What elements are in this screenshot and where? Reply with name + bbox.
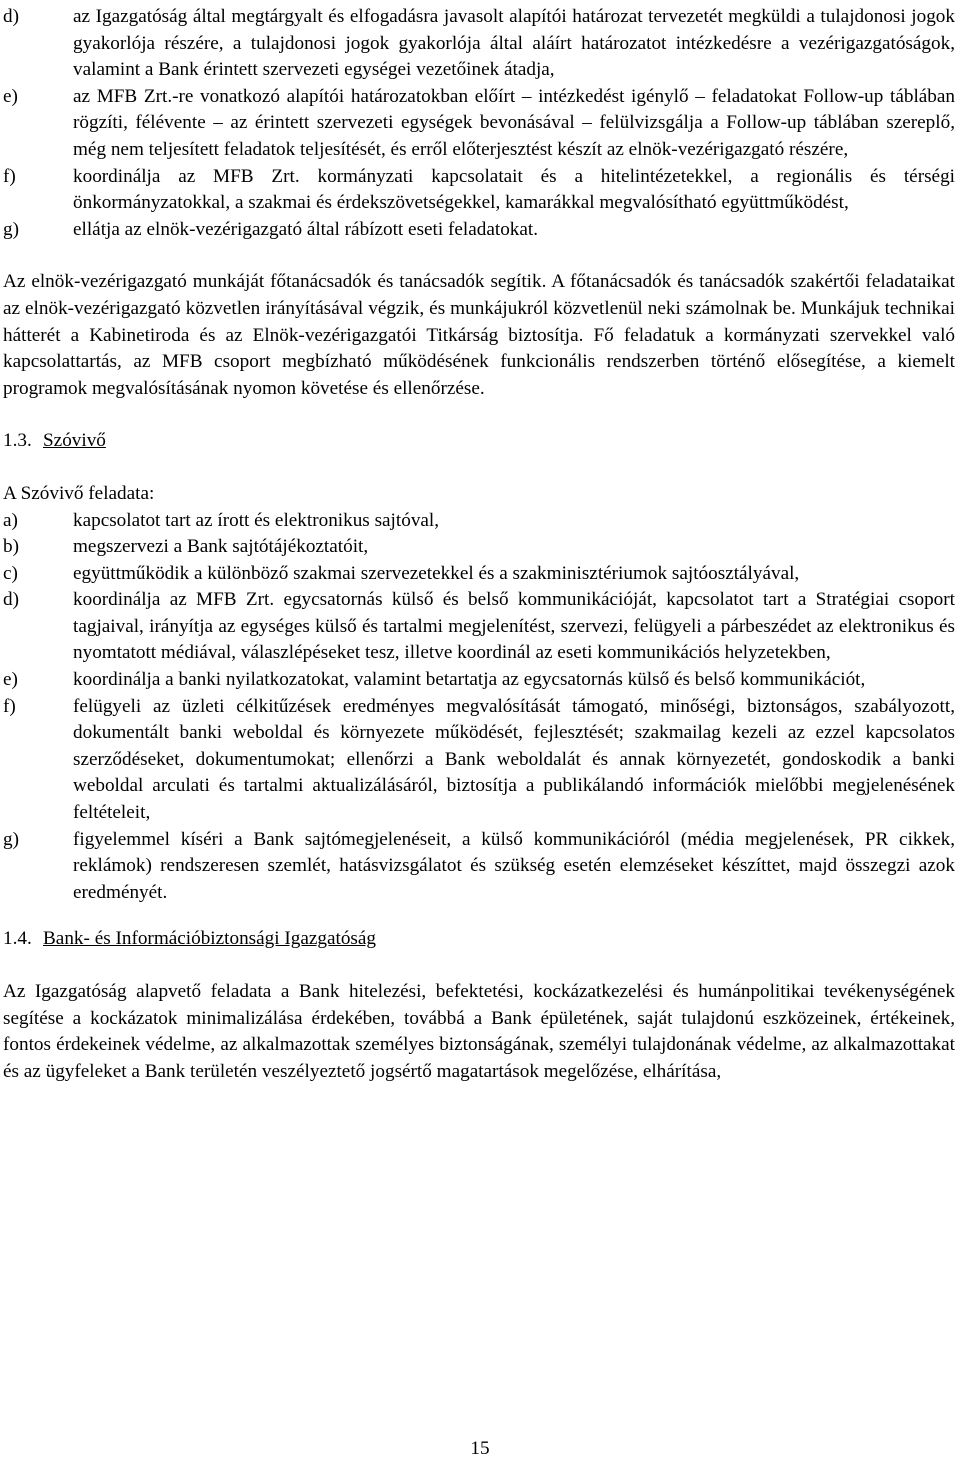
spacer [3,243,955,269]
spacer [3,402,955,428]
list-text: megszervezi a Bank sajtótájékoztatóit, [73,536,369,558]
list-label: g) [3,828,19,850]
spacer [3,906,955,926]
list-text: koordinálja az MFB Zrt. kormányzati kapcsolatait és a hitelintézetekkel, a regionális és térségi önkormányzatokkal, a szakmai és érdekszövetségekkel, kamarákkal megvalósítható együttműködést, [73,165,955,214]
section-title: Szóvivő [43,430,106,452]
list-item [3,508,955,535]
list-item [3,534,955,561]
list-label: g) [3,218,19,240]
document-page [3,4,955,1085]
spacer [3,953,955,979]
section-heading-1-3 [3,428,955,455]
directorate-paragraph: Az Igazgatóság alapvető feladata a Bank hitelezési, befektetési, kockázatkezelési és humánpolitikai tevékenységének segítése a kockázatok minimalizálása érdekében, továbbá a Bank épületének, saját tulajdonú eszközeinek, értékeinek, fontos érdekeinek védelme, az alkalmazottak személyes biztonságának, személyi tulajdonának védelme, az alkalmazottakat és az ügyfeleket a Bank területén veszélyeztető jogsértő magatartások megelőzése, elhárítása, [3,981,955,1082]
list-item [3,84,955,164]
list-item [3,587,955,667]
list-label: e) [3,85,18,107]
section-number: 1.3. [3,430,32,452]
section-number: 1.4. [3,928,32,950]
list-text: kapcsolatot tart az írott és elektronikus sajtóval, [73,509,440,531]
list-text: az Igazgatóság által megtárgyalt és elfogadásra javasolt alapítói határozat tervezetét megküldi a tulajdonosi jogok gyakorlója részére, a tulajdonosi jogok gyakorlója által aláírt határozatot intézkedésre a vezérigazgatóságok, valamint a Bank érintett szervezeti egységei vezetőinek átadja, [73,6,955,81]
list-label: e) [3,669,18,691]
section-heading-1-4 [3,926,955,953]
list-label: c) [3,562,18,584]
list-item [3,694,955,827]
list-item [3,561,955,588]
task-list-1 [3,4,955,243]
task-list-2 [3,508,955,907]
list-text: ellátja az elnök-vezérigazgató által rábízott eseti feladatokat. [73,218,539,240]
list-label: b) [3,536,19,558]
list-item [3,164,955,217]
list-item [3,217,955,244]
list-item [3,827,955,907]
list-label: d) [3,589,19,611]
list-text: felügyeli az üzleti célkitűzések eredményes megvalósítását támogató, minőségi, biztonságos, szabályozott, dokumentált banki weboldal és környezete működését, fejlesztését; szakmailag kezeli az ezzel kapcsolatos szerződéseket, dokumentumokat; ellenőrzi a Bank weboldalát és annak környezetét, gondoskodik a banki weboldal arculati és tartalmi aktualizálásáról, biztosítja a publikálandó információk mielőbbi megjelenésének feltételeit, [73,695,955,824]
spokesperson-intro: A Szóvivő feladata: [3,482,155,504]
advisors-paragraph: Az elnök-vezérigazgató munkáját főtanácsadók és tanácsadók segítik. A főtanácsadók és tanácsadók szakértői feladataikat az elnök-vezérigazgató közvetlen irányításával végzik, és munkájukról közvetlenül neki számolnak be. Munkájuk technikai hátterét a Kabinetiroda és az Elnök-vezérigazgatói Titkárság biztosítja. Fő feladatuk a kormányzati szervekkel való kapcsolattartás, az MFB csoport megbízható működésének funkcionális rendszerben történő elősegítése, a kiemelt programok megvalósításának nyomon követése és ellenőrzése. [3,271,955,399]
list-text: koordinálja az MFB Zrt. egycsatornás külső és belső kommunikációját, kapcsolatot tart a Stratégiai csoport tagjaival, irányítja az egységes külső és tartalmi megjelenítést, szervezi, felügyeli a párbeszédet az elektronikus és nyomtatott médiával, válaszlépéseket tesz, illetve koordinál az eseti kommunikációs helyzetekben, [73,589,955,664]
list-item [3,4,955,84]
list-text: koordinálja a banki nyilatkozatokat, valamint betartatja az egycsatornás külső és belső kommunikációt, [73,669,866,691]
list-label: f) [3,695,16,717]
list-label: f) [3,165,16,187]
list-text: az MFB Zrt.-re vonatkozó alapítói határozatokban előírt – intézkedést igénylő – feladatokat Follow-up táblában rögzíti, félévente – az érintett szervezeti egységek bevonásával – felülvizsgálja a Follow-up táblában szereplő, még nem teljesített feladatok teljesítését, és erről előterjesztést készít az elnök-vezérigazgató részére, [73,85,955,160]
list-label: a) [3,509,18,531]
list-text: együttműködik a különböző szakmai szervezetekkel és a szakminisztériumok sajtóosztályával, [73,562,800,584]
spacer [3,455,955,481]
list-item [3,667,955,694]
list-text: figyelemmel kíséri a Bank sajtómegjelenéseit, a külső kommunikációról (média megjelenések, PR cikkek, reklámok) rendszeresen szemlét, hatásvizsgálatot és szükség esetén elemzéseket készíttet, majd összegzi azok eredményét. [73,828,955,903]
page-number: 15 [470,1438,490,1459]
list-label: d) [3,6,19,27]
section-title: Bank- és Információbiztonsági Igazgatóság [43,928,376,950]
